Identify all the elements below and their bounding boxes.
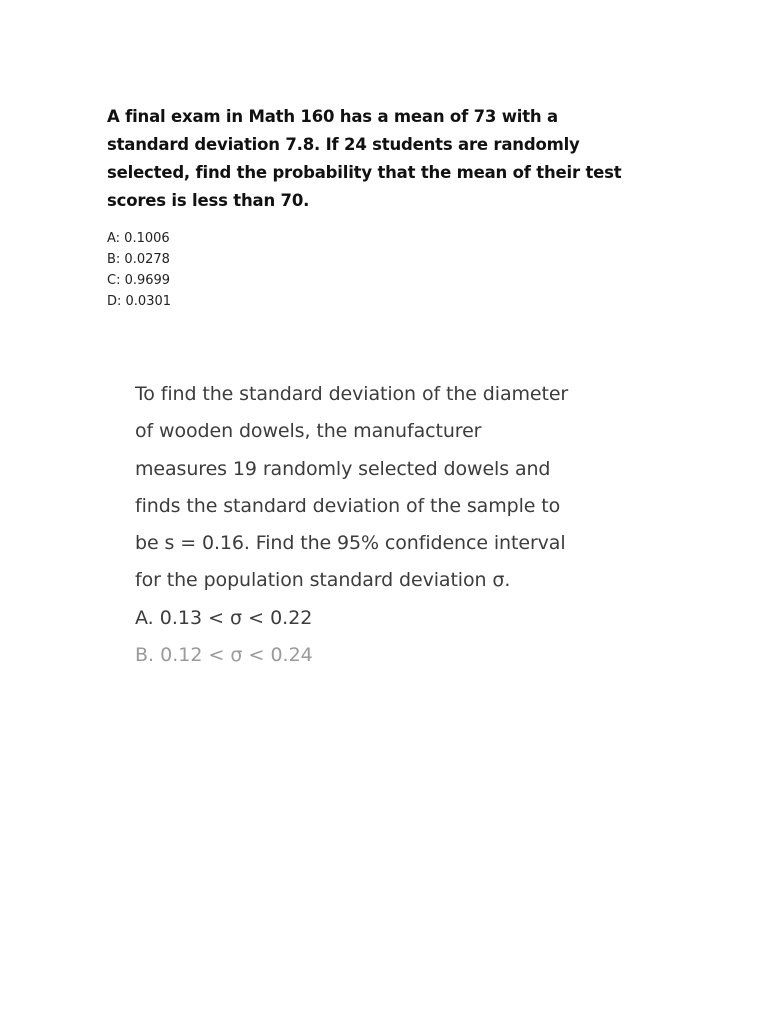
question-1-option-b: B: 0.0278 [107,252,170,267]
question-2-line: To find the standard deviation of the diameter [135,383,569,405]
question-2-option-a: A. 0.13 < σ < 0.22 [135,606,313,629]
question-1-option-a: A: 0.1006 [107,231,170,246]
question-1-option-d: D: 0.0301 [107,294,172,309]
question-1-line: selected, find the probability that the mean of their test [107,163,622,182]
question-1-line: scores is less than 70. [107,191,310,210]
question-2-line: finds the standard deviation of the sample to [135,494,561,517]
question-1-line: standard deviation 7.8. If 24 students are randomly [107,135,580,154]
question-2-options [135,600,695,663]
question-1-option-c: C: 0.9699 [107,273,171,288]
question-2-text [135,376,695,600]
question-2-line: for the population standard deviation σ. [135,569,511,592]
question-2-option-b: B. 0.12 < σ < 0.24 [135,644,313,664]
question-1 [107,103,667,312]
question-1-text [107,103,667,215]
question-1-line: A final exam in Math 160 has a mean of 73 with a [107,107,558,126]
question-1-options [107,228,667,312]
question-2-line: of wooden dowels, the manufacturer [135,420,482,443]
question-2-line: be s = 0.16. Find the 95% confidence interval [135,532,566,555]
question-2-line: measures 19 randomly selected dowels and [135,457,551,480]
question-2 [135,376,695,663]
